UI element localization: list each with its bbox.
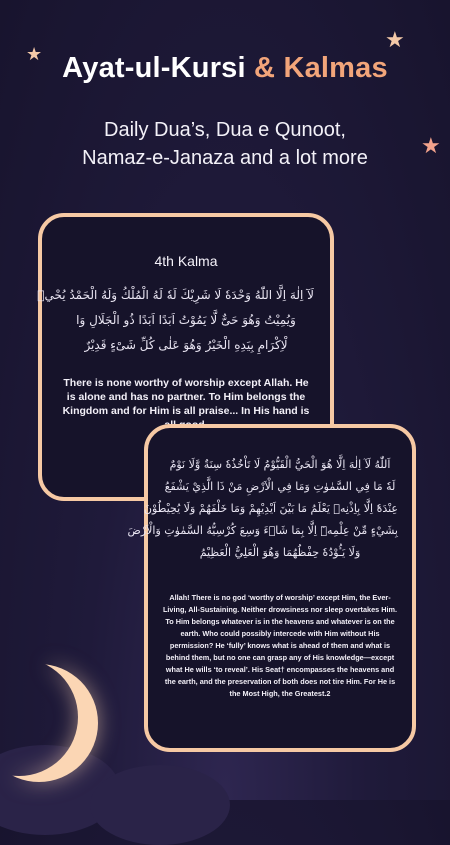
star-icon: ★ (26, 44, 43, 65)
page-title (0, 52, 450, 85)
subtitle-line: Daily Dua’s, Dua e Qunoot, (104, 119, 346, 141)
cloud-decoration (90, 765, 230, 845)
page-subtitle (0, 116, 450, 172)
translation-text: There is none worthy of worship except Allah. He is alone and has no partner. To Him belongs the Kingdom and for Him is all praise... In His hand is (62, 377, 310, 417)
translation-text: Allah! There is no god ‘worthy of worship’ except Him, the Ever-Living, All-Sustaining. Neither drowsiness nor sleep overtakes Him. To Him belongs whatever is in the heavens and whatever is on the earth. Who could possibly intercede with Him without His permission? He ‘fully’ knows what is ahead of them and what is behind them, but no one can grasp any of His knowledge—except what He wills ‘to reveal’. His Seat† encompasses the heavens and the earth, and the preservation of both does not tire Him. For He is the Most High, the Greatest.2 (162, 593, 398, 698)
arabic-line: وَلَا يَـُٔوْدُهٗ حِفْظُهُمَا وَهُوَ الْعَلِيُّ الْعَظِيْمُ (199, 546, 361, 559)
arabic-line: لَآ اِلٰهَ اِلَّا اللّٰهُ وَحْدَهٗ لَا شَرِيْكَ لَهٗ لَهُ الْمُلْكُ وَلَهُ الْحَمْدُ يُحْيٖ (37, 288, 314, 302)
arabic-line: اَللّٰهُ لَآ اِلٰهَ اِلَّا هُوَ الْحَيُّ الْقَيُّوْمُ لَا تَاْخُذُهٗ سِنَةٌ وَّلَا نَوْمٌ (169, 458, 391, 471)
arabic-line: لْاِكْرَامِ بِيَدِهِ الْخَيْرُ وَهُوَ عَلٰى كُلِّ شَیْءٍ قَدِيْرٌ (84, 338, 288, 352)
card-title: 4th Kalma (154, 253, 218, 269)
arabic-line: بِشَيْءٍ مِّنْ عِلْمِهٖٓ اِلَّا بِمَا شَاۤءَ وَسِعَ كُرْسِيُّهُ السَّمٰوٰتِ وَالْاَرْضَ (127, 524, 398, 537)
title-accent: & Kalmas (254, 52, 388, 84)
arabic-line: وَيُمِيْتُ وَهُوَ حَیٌّ لَّا يَمُوْتُ اَبَدًا اَبَدًا ذُو الْجَلَالِ وَا (76, 313, 296, 327)
arabic-text (37, 283, 314, 358)
arabic-text (127, 454, 398, 564)
star-icon: ★ (385, 28, 405, 53)
arabic-line: لَهٗ مَا فِي السَّمٰوٰتِ وَمَا فِي الْاَرْضِ مَنْ ذَا الَّذِيْ يَشْفَعُ (164, 480, 396, 493)
ayat-ul-kursi-card[interactable] (127, 424, 416, 752)
star-icon: ★ (421, 134, 441, 159)
title-main: Ayat-ul-Kursi (62, 52, 246, 84)
arabic-line: عِنْدَهٗٓ اِلَّا بِاِذْنِهٖ يَعْلَمُ مَا بَيْنَ اَيْدِيْهِمْ وَمَا خَلْفَهُمْ وَلَا يُحِيْطُوْنَ (143, 502, 398, 515)
subtitle-line: Namaz-e-Janaza and a lot more (82, 147, 368, 169)
